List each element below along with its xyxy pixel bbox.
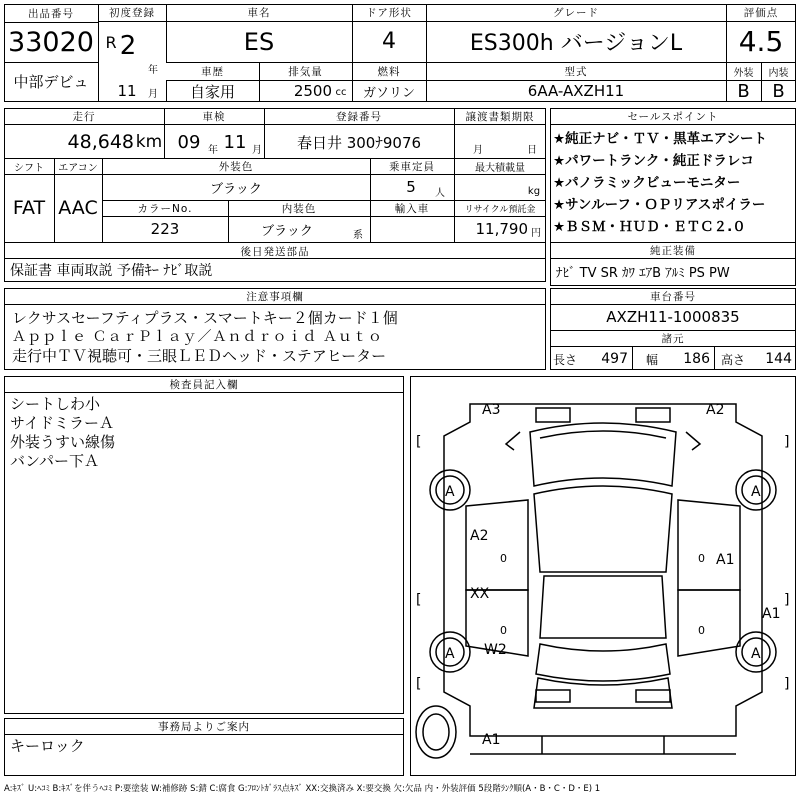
load-label: 最大積載量 [475,162,525,174]
mark-a-front-right-wheel: A [751,484,761,500]
color-no-label: カラーNo. [137,202,193,215]
sales-line-5: ★ＢＳＭ・ＨＵＤ・ＥＴＣ２.０ [553,219,746,235]
model-label: 型式 [564,65,588,78]
month-unit: 月 [148,88,158,100]
ac-label: エアコン [58,162,98,174]
later-label: 後日発送部品 [240,245,310,258]
svg-text:0: 0 [698,624,705,637]
notes-line-2: Ａｐｐｌｅ ＣａｒＰｌａｙ／Ａｎｄｒｏｉｄ Ａｕｔｏ [12,329,383,345]
mileage: 48,648 [67,131,134,153]
chassis: AXZH11-1000835 [606,308,740,326]
load-unit: kg [527,185,541,197]
recycle-label: リサイクル預託金 [464,204,536,215]
transfer-month: 月 [473,144,483,156]
reg-year: 2 [119,31,137,61]
sales-line-3: ★パノラミックビューモニター [553,175,741,191]
mark-a1-right-door: A1 [716,552,735,568]
score: 4.5 [738,25,784,58]
svg-text:]: ] [784,676,790,692]
mileage-label: 走行 [72,110,96,123]
ext-grade: B [737,80,750,102]
displacement-label: 排気量 [288,65,323,78]
inspector-label: 検査員記入欄 [169,378,239,391]
inspector-line-3: 外装うすい線傷 [10,433,116,451]
mark-xx: XX [470,586,490,602]
int-color-unit: 系 [353,229,363,240]
mark-a1-bottom: A1 [482,732,501,748]
insp-year-unit: 年 [208,144,218,156]
mark-a-front-left-wheel: A [445,484,455,500]
svg-text:[: [ [416,434,422,450]
color-label: 外装色 [218,160,254,173]
svg-text:[: [ [416,592,422,608]
color: ブラック [210,181,262,197]
car-name: ES [243,27,275,56]
import-label: 輸入車 [394,202,430,215]
mark-w2: W2 [484,642,507,658]
car-name-label: 車名 [247,7,271,19]
int-color-label: 内装色 [281,202,317,215]
office-label: 事務局よりご案内 [158,720,250,733]
equip-label: 純正装備 [650,244,696,257]
plate: 春日井 300ﾅ9076 [296,133,422,152]
int-label: 内装 [768,67,789,79]
model: 6AA-AXZH11 [527,82,625,100]
notes-label: 注意事項欄 [246,290,304,303]
hgt: 144 [765,351,792,367]
debut-label: 中部デビュ [13,72,89,91]
office-text: キーロック [10,737,85,755]
ext-label: 外装 [733,67,754,79]
grade-label: グレード [553,7,599,19]
capacity-unit: 人 [435,187,445,198]
displacement: 2500 [293,82,332,100]
equip: ﾅﾋﾞ TV SR ｶﾜ ｴｱB ｱﾙﾐ PS PW [556,266,730,281]
legend: A:ｷｽﾞ U:ﾍｺﾐ B:ｷｽﾞを伴うﾍｺﾐ P:要塗装 W:補修跡 S:錆 C:腐食 G:ﾌﾛﾝﾄｶﾞﾗｽ点ｷｽﾞ XX:交換済み X:要交換 欠:欠品 内・外装評価 5段階ﾗﾝｸ順(A・B・C・D・E) 1 [4,784,601,794]
cc-unit: cc [335,86,347,98]
later-parts: 保証書 車両取説 予備ｷｰ ﾅﾋﾞ取説 [10,263,213,279]
doors-label: ドア形状 [366,7,412,19]
ac: AAC [58,197,98,219]
sales-line-4: ★サンルーフ・ＯＰリアスポイラー [553,197,766,213]
score-label: 評価点 [743,7,779,19]
era: R [105,32,117,52]
history-label: 車歴 [201,65,224,78]
reg-month: 11 [117,82,137,100]
svg-text:0: 0 [500,624,507,637]
insp-month-unit: 月 [252,144,262,156]
history: 自家用 [189,82,235,101]
year-unit: 年 [148,64,158,76]
color-no: 223 [150,220,180,238]
mark-a-rear-right-wheel: A [751,646,761,662]
recycle: 11,790 [475,220,528,238]
mark-a3: A3 [482,402,501,418]
fuel: ガソリン [362,85,415,101]
wid-label: 幅 [645,352,658,367]
doors: 4 [382,29,396,54]
km-unit: km [136,132,162,152]
fuel-label: 燃料 [377,65,401,78]
capacity-label: 乗車定員 [389,160,435,173]
sales-line-1: ★純正ナビ・ＴＶ・黒革エアシート [553,131,768,147]
grade: ES300h バージョンL [469,31,683,56]
wid: 186 [683,351,710,367]
mark-a2-left-door: A2 [470,528,489,544]
inspector-line-4: バンパー下Ａ [10,452,99,470]
lot-number: 33020 [8,26,94,58]
inspection-label: 車検 [202,110,226,123]
sales-label: セールスポイント [627,110,719,123]
len: 497 [601,351,628,367]
mark-a-rear-left-wheel: A [445,646,455,662]
svg-text:[: [ [416,676,422,692]
transfer-label: 譲渡書類期限 [465,110,535,123]
dims-label: 諸元 [661,332,685,345]
chassis-label: 車台番号 [650,290,696,303]
len-label: 長さ [552,352,577,367]
lot-label: 出品番号 [28,7,74,20]
shift-label: シフト [14,162,44,174]
sales-line-2: ★パワートランク・純正ドラレコ [553,153,754,169]
int-grade: B [772,80,785,102]
svg-text:0: 0 [698,552,705,565]
shift: FAT [12,197,46,219]
insp-month: 11 [223,131,247,153]
mark-a2-top: A2 [706,402,725,418]
svg-text:]: ] [784,592,790,608]
svg-text:]: ] [784,434,790,450]
first-reg-label: 初度登録 [109,7,155,19]
notes-line-1: レクサスセーフティプラス・スマートキー２個カード１個 [12,309,398,327]
inspector-line-2: サイドミラーＡ [10,414,114,432]
plate-label: 登録番号 [336,110,382,123]
transfer-day: 日 [527,144,537,156]
capacity: 5 [406,178,416,196]
car-body-diagram [410,376,796,776]
hgt-label: 高さ [720,352,745,367]
yen-unit: 円 [531,227,541,239]
int-color: ブラック [261,223,313,239]
inspector-line-1: シートしわ小 [10,395,101,413]
mark-a1-right-side: A1 [762,606,781,622]
insp-year: 09 [177,131,201,153]
svg-text:0: 0 [500,552,507,565]
notes-line-3: 走行中ＴＶ視聴可・三眼ＬＥＤヘッド・ステアヒーター [12,347,387,365]
